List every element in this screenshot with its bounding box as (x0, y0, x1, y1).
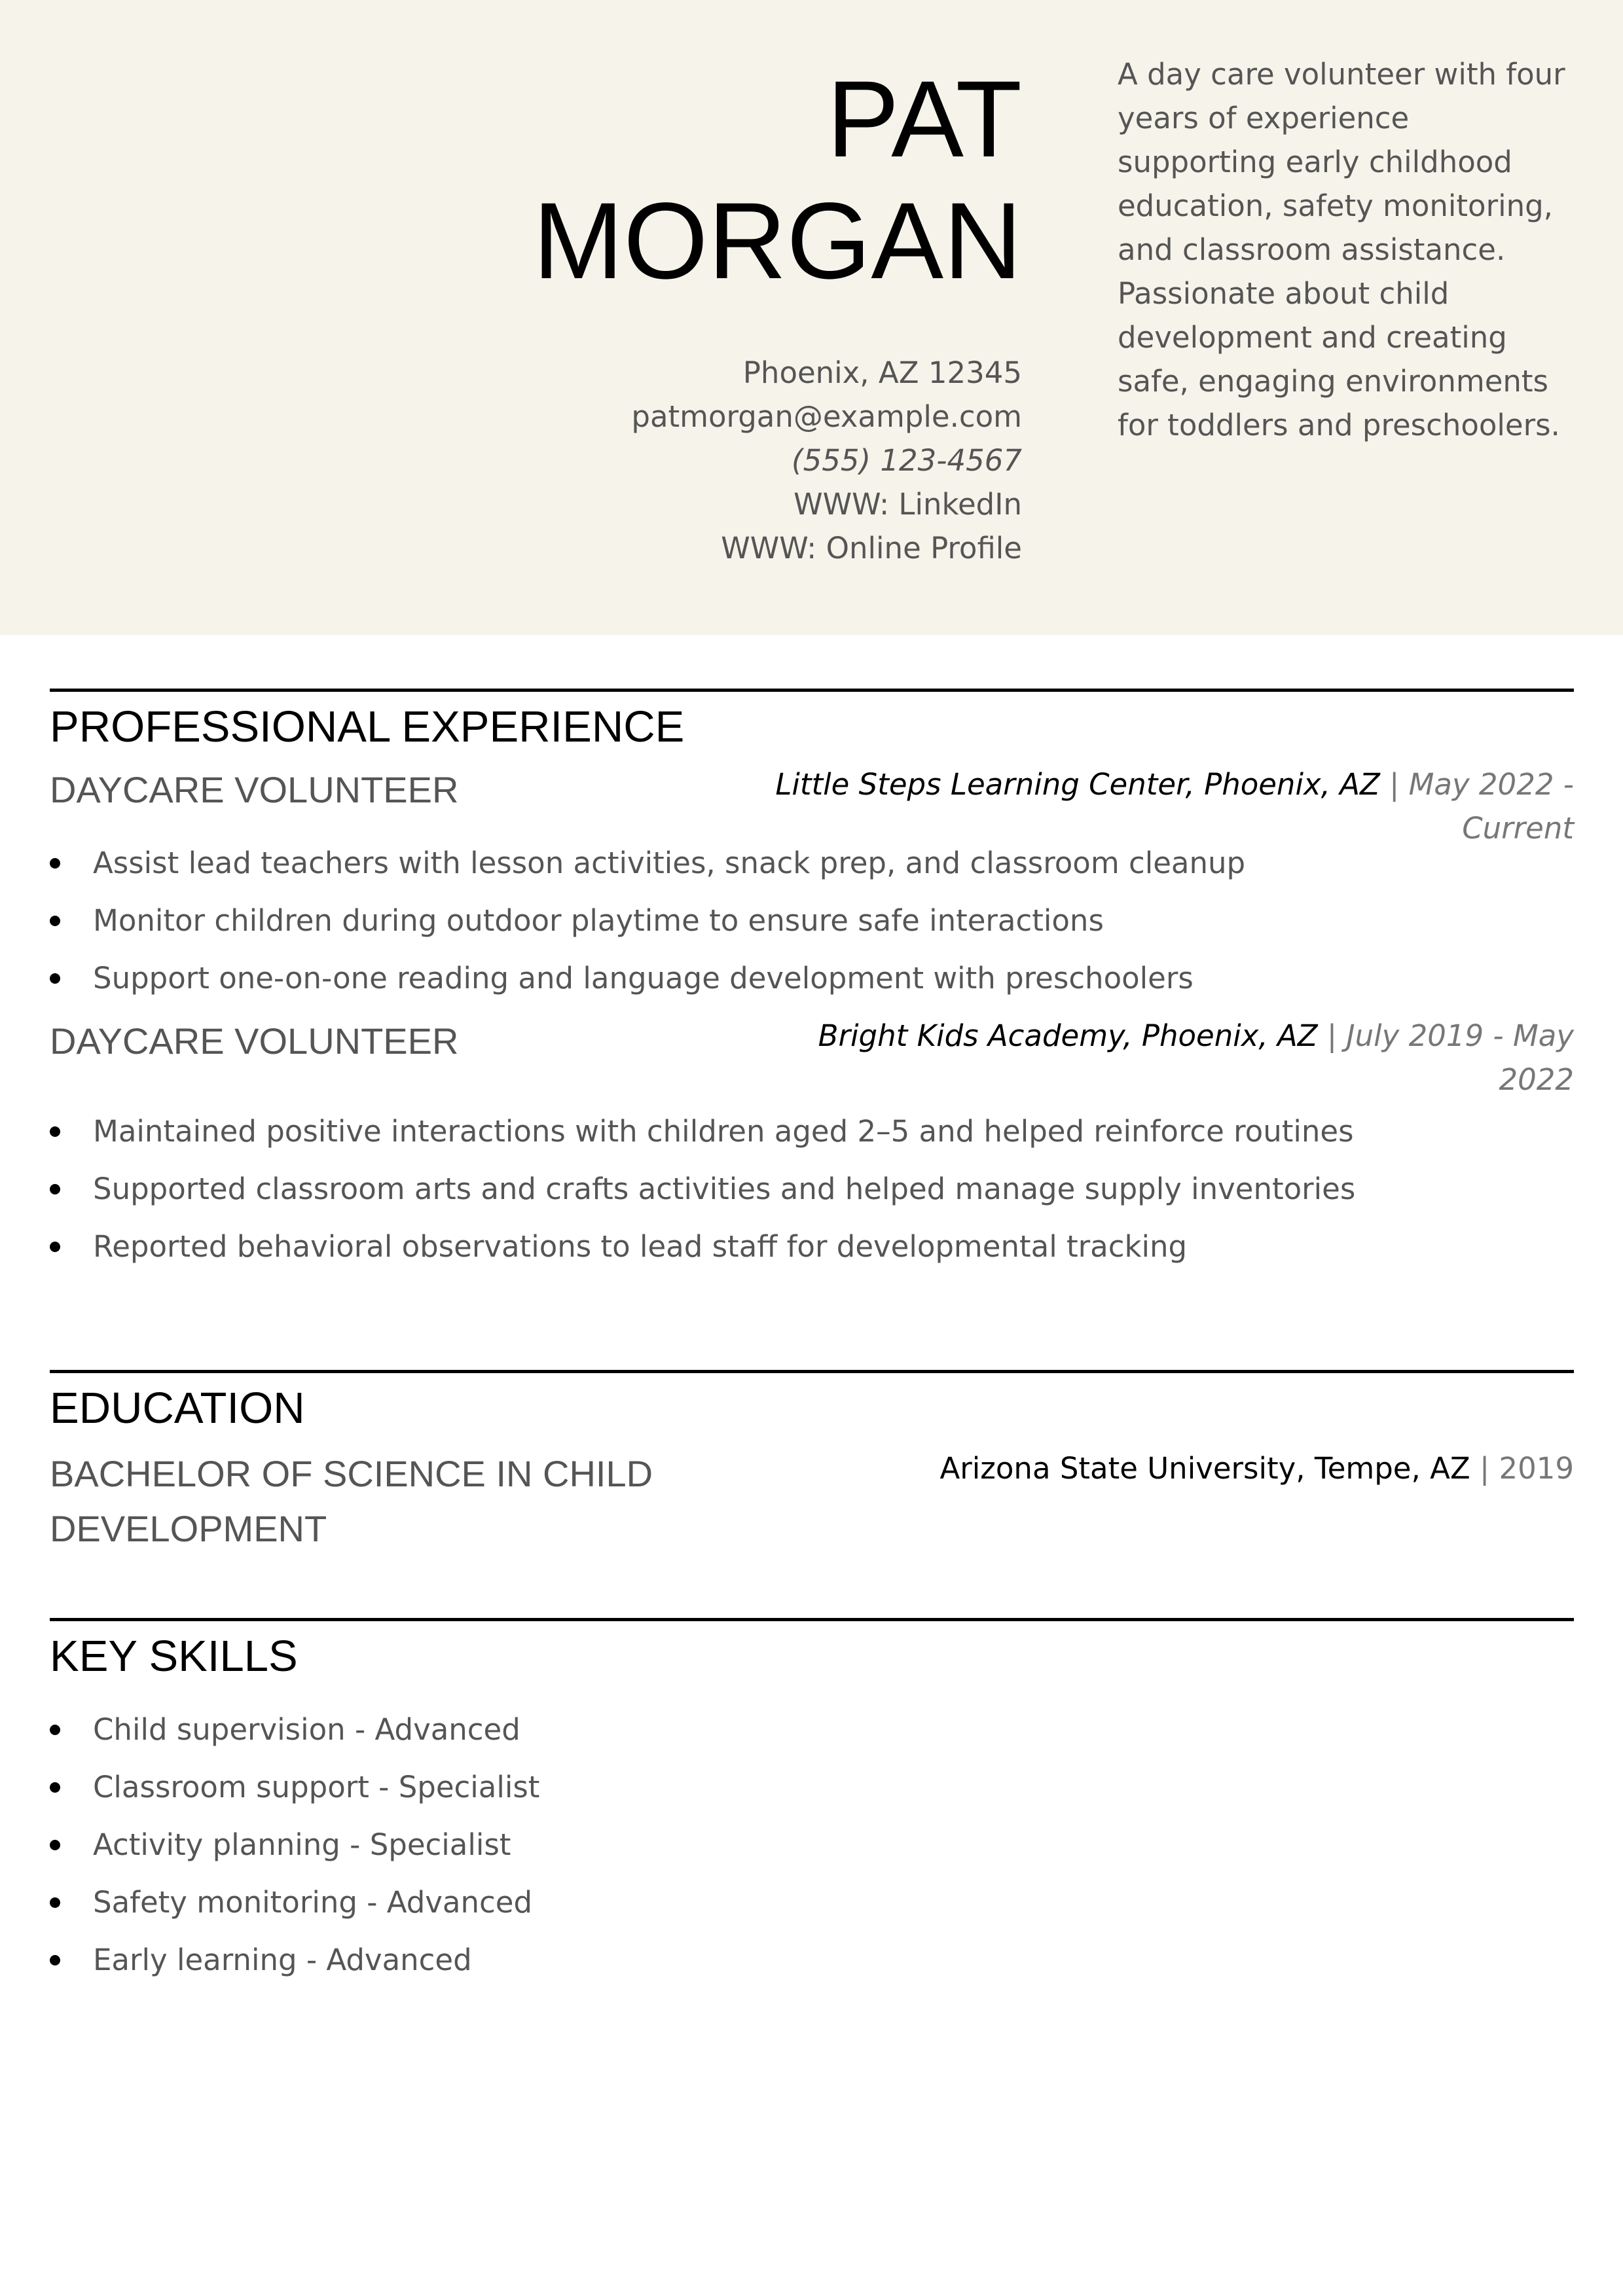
bullet-icon (50, 1725, 60, 1735)
bullet-icon (50, 1242, 60, 1252)
job-dates-start: May 2022 - (1408, 767, 1574, 802)
bullet-icon (50, 973, 60, 984)
contact-linkedin[interactable]: WWW: LinkedIn (793, 487, 1022, 522)
job-employer: Bright Kids Academy (818, 1018, 1123, 1053)
job-title: DAYCARE VOLUNTEER (50, 1020, 459, 1062)
education-section (50, 1370, 1574, 1564)
bullet-icon (50, 916, 60, 926)
job-location: Phoenix, AZ (1141, 1018, 1318, 1053)
contact-location: Phoenix, AZ 12345 (742, 355, 1022, 390)
job-meta: Bright Kids Academy, Phoenix, AZ | July 2019 - May 2022 (818, 1014, 1574, 1102)
contact-profile[interactable]: WWW: Online Profile (721, 531, 1022, 565)
job-employer: Little Steps Learning Center (775, 767, 1186, 802)
bullet-icon (50, 1955, 60, 1965)
job-entry (50, 762, 1574, 846)
job-bullets (50, 834, 1574, 1007)
school-name: Arizona State University, Tempe, AZ (939, 1451, 1470, 1486)
contact-phone[interactable]: (555) 123-4567 (792, 443, 1022, 478)
bullet-icon (50, 1840, 60, 1850)
job-dates-end: 2022 (1499, 1062, 1574, 1097)
bullet-icon (50, 1184, 60, 1194)
job-bullets (50, 1103, 1574, 1276)
list-item: Child supervision - Advanced (50, 1701, 1574, 1759)
list-item: Support one-on-one reading and language development with preschoolers (50, 950, 1574, 1007)
job-title: DAYCARE VOLUNTEER (50, 769, 459, 810)
bullet-icon (50, 1897, 60, 1908)
list-item: Monitor children during outdoor playtime to ensure safe interactions (50, 892, 1574, 950)
contact-email[interactable]: patmorgan@example.com (631, 399, 1022, 434)
graduation-year: 2019 (1499, 1451, 1574, 1486)
list-item: Safety monitoring - Advanced (50, 1874, 1574, 1931)
list-item: Supported classroom arts and crafts activities and helped manage supply inventories (50, 1160, 1574, 1218)
section-title: EDUCATION (50, 1384, 305, 1433)
job-dates-start: July 2019 - May (1346, 1018, 1574, 1053)
job-entry (50, 1014, 1574, 1103)
experience-section (50, 689, 1574, 1276)
section-divider (50, 1618, 1574, 1621)
education-meta (939, 1446, 1574, 1490)
job-meta: Little Steps Learning Center, Phoenix, AZ | May 2022 - Current (775, 762, 1574, 850)
skills-section (50, 1618, 1574, 1989)
meta-separator: | (1317, 1018, 1347, 1053)
contact-info (631, 351, 1022, 570)
education-entry (50, 1446, 1574, 1564)
list-item: Reported behavioral observations to lead staff for developmental tracking (50, 1218, 1574, 1276)
candidate-name (533, 59, 1022, 302)
first-name: PAT (826, 59, 1022, 180)
degree: BACHELOR OF SCIENCE IN CHILD DEVELOPMENT (50, 1453, 653, 1549)
section-title: PROFESSIONAL EXPERIENCE (50, 702, 685, 751)
job-dates-end: Current (1462, 811, 1574, 846)
meta-separator: | (1470, 1451, 1499, 1486)
professional-summary: A day care volunteer with four years of experience supporting early childhood education, safety monitoring, and classroom assistance. Passionate about child development and creating safe, engaging environments for toddlers and preschoolers. (1118, 57, 1565, 442)
list-item: Classroom support - Specialist (50, 1759, 1574, 1816)
list-item: Early learning - Advanced (50, 1931, 1574, 1989)
bullet-icon (50, 1126, 60, 1137)
section-title: KEY SKILLS (50, 1632, 298, 1681)
list-item: Assist lead teachers with lesson activities, snack prep, and classroom cleanup (50, 834, 1574, 892)
resume-header (0, 0, 1623, 635)
list-item: Maintained positive interactions with children aged 2–5 and helped reinforce routines (50, 1103, 1574, 1160)
meta-separator: | (1379, 767, 1409, 802)
section-divider (50, 1370, 1574, 1373)
bullet-icon (50, 1782, 60, 1793)
last-name: MORGAN (533, 181, 1022, 302)
job-location: Phoenix, AZ (1204, 767, 1380, 802)
section-divider (50, 689, 1574, 692)
skills-list (50, 1701, 1574, 1989)
list-item: Activity planning - Specialist (50, 1816, 1574, 1874)
bullet-icon (50, 858, 60, 869)
